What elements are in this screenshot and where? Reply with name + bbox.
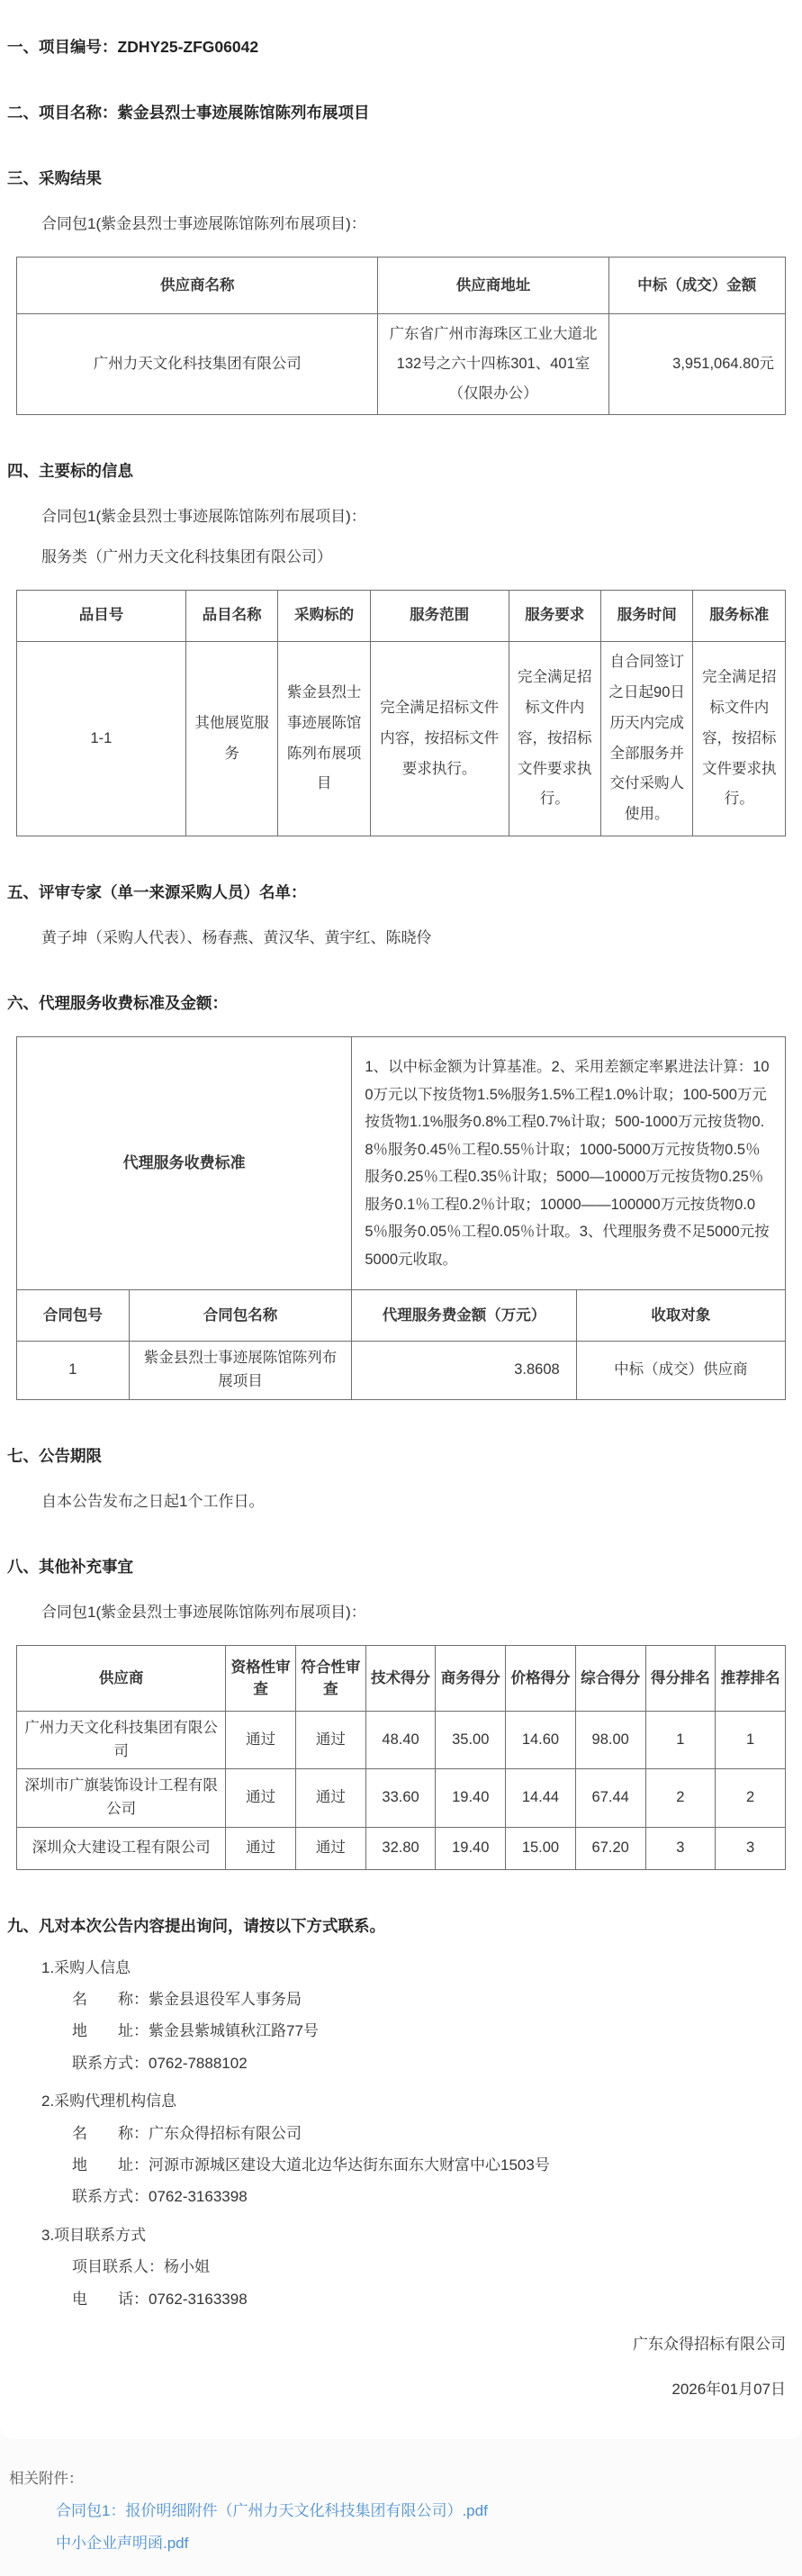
col-header-recommend-rank: 推荐排名: [716, 1646, 786, 1712]
total-score-cell: 98.00: [575, 1712, 645, 1769]
qualification-cell: 通过: [226, 1712, 296, 1769]
supplier-cell: 广州力天文化科技集团有限公司: [17, 1712, 226, 1769]
recommend-rank-cell: 3: [716, 1827, 786, 1869]
agency-fee-amount-table: [16, 1289, 786, 1399]
technical-score-cell: 33.60: [365, 1769, 436, 1827]
service-requirement-cell: 完全满足招标文件内容，按招标文件要求执行。: [509, 642, 600, 836]
technical-score-cell: 32.80: [365, 1827, 436, 1869]
col-header-package-name: 合同包名称: [129, 1290, 352, 1342]
score-table-row: [17, 1827, 786, 1869]
supplier-cell: 深圳众大建设工程有限公司: [17, 1827, 226, 1869]
col-header-item-name: 品目名称: [185, 591, 277, 642]
project-contact-person: 项目联系人：杨小姐: [72, 2258, 210, 2276]
section-procurement-result-title: 三、采购结果: [7, 169, 102, 187]
total-score-cell: 67.44: [575, 1769, 645, 1827]
result-table: [16, 257, 786, 415]
conformity-cell: 通过: [296, 1712, 366, 1769]
agency-contact: 联系方式：0762-3163398: [72, 2188, 248, 2206]
recommend-rank-cell: 2: [716, 1769, 786, 1827]
col-header-award-amount: 中标（成交）金额: [608, 258, 785, 314]
section-announcement-period-title: 七、公告期限: [7, 1446, 102, 1465]
qualification-cell: 通过: [226, 1827, 296, 1869]
subject-table-row: [17, 642, 786, 836]
signature-company: 广东众得招标有限公司: [633, 2335, 786, 2353]
section-project-name: 二、项目名称：紫金县烈士事迹展陈馆陈列布展项目: [7, 104, 370, 122]
agency-fee-row: [17, 1342, 786, 1399]
col-header-supplier: 供应商: [17, 1646, 226, 1712]
agency-heading: 2.采购代理机构信息: [41, 2092, 177, 2111]
col-header-conformity-review: 符合性审查: [296, 1646, 366, 1712]
col-header-procurement-subject: 采购标的: [278, 591, 370, 642]
score-rank-cell: 2: [645, 1769, 716, 1827]
col-header-price-score: 价格得分: [506, 1646, 576, 1712]
col-header-score-rank: 得分排名: [645, 1646, 716, 1712]
project-contact-heading: 3.项目联系方式: [41, 2226, 147, 2244]
score-table-row: [17, 1769, 786, 1827]
result-table-row: [17, 314, 786, 415]
result-package-line: 合同包1(紫金县烈士事迹展陈馆陈列布展项目)：: [41, 215, 366, 232]
package-no-cell: 1: [17, 1342, 130, 1399]
item-name-cell: 其他展览服务: [185, 642, 277, 836]
score-table-row: [17, 1712, 786, 1769]
section-main-subject-title: 四、主要标的信息: [7, 462, 133, 481]
business-score-cell: 19.40: [436, 1769, 506, 1827]
col-header-service-standard: 服务标准: [693, 591, 786, 642]
business-score-cell: 19.40: [436, 1827, 506, 1869]
award-amount-cell: 3,951,064.80元: [608, 314, 785, 415]
col-header-service-requirement: 服务要求: [509, 591, 600, 642]
supplier-name-cell: 广州力天文化科技集团有限公司: [17, 314, 378, 415]
fee-payer-cell: 中标（成交）供应商: [576, 1342, 785, 1399]
contact-purchaser-block: [16, 1959, 786, 2074]
section-agency-fee-title: 六、代理服务收费标准及金额：: [7, 994, 228, 1013]
signature-date: 2026年01月07日: [671, 2381, 786, 2399]
technical-score-cell: 48.40: [365, 1712, 436, 1769]
subject-package-line: 合同包1(紫金县烈士事迹展陈馆陈列布展项目)：: [41, 508, 366, 526]
attachments-label: 相关附件：: [9, 2470, 84, 2487]
experts-names: 黄子坤（采购人代表）、杨春燕、黄汉华、黄宇红、陈晓伶: [41, 929, 432, 947]
agency-fee-standard-table: [16, 1036, 786, 1290]
service-time-cell: 自合同签订之日起90日历天内完成全部服务并交付采购人使用。: [601, 642, 693, 836]
section-contact-title: 九、凡对本次公告内容提出询问，请按以下方式联系。: [7, 1916, 385, 1935]
col-header-supplier-address: 供应商地址: [378, 258, 608, 314]
qualification-cell: 通过: [226, 1769, 296, 1827]
project-contact-phone: 电 话：0762-3163398: [72, 2290, 248, 2308]
purchaser-heading: 1.采购人信息: [41, 1958, 131, 1976]
subject-table-header-row: [17, 591, 786, 642]
conformity-cell: 通过: [296, 1827, 366, 1869]
col-header-technical-score: 技术得分: [365, 1646, 436, 1712]
col-header-supplier-name: 供应商名称: [17, 258, 378, 314]
col-header-qualification-review: 资格性审查: [226, 1646, 296, 1712]
section-other-matters-title: 八、其他补充事宜: [7, 1557, 133, 1576]
subject-category-line: 服务类（广州力天文化科技集团有限公司）: [41, 547, 332, 565]
fee-amount-cell: 3.8608: [352, 1342, 576, 1399]
item-no-cell: 1-1: [17, 642, 186, 836]
price-score-cell: 15.00: [506, 1827, 576, 1869]
other-matters-package-line: 合同包1(紫金县烈士事迹展陈馆陈列布展项目)：: [41, 1603, 366, 1621]
recommend-rank-cell: 1: [716, 1712, 786, 1769]
score-table-header-row: [17, 1646, 786, 1712]
subject-table: [16, 590, 786, 836]
service-standard-cell: 完全满足招标文件内容，按招标文件要求执行。: [693, 642, 786, 836]
supplier-cell: 深圳市广旗装饰设计工程有限公司: [17, 1769, 226, 1827]
agency-fee-standard-row: [17, 1037, 786, 1290]
attachment-link-quotation-pdf[interactable]: 合同包1：报价明细附件（广州力天文化科技集团有限公司）.pdf: [56, 2501, 488, 2519]
score-rank-cell: 3: [645, 1827, 716, 1869]
price-score-cell: 14.60: [506, 1712, 576, 1769]
contact-agency-block: [16, 2092, 786, 2207]
purchaser-name: 名 称：紫金县退役军人事务局: [72, 1990, 302, 2008]
conformity-cell: 通过: [296, 1769, 366, 1827]
col-header-total-score: 综合得分: [575, 1646, 645, 1712]
agency-fee-standard-label: 代理服务收费标准: [17, 1037, 352, 1290]
col-header-package-no: 合同包号: [17, 1290, 130, 1342]
contact-project-block: [16, 2227, 786, 2309]
price-score-cell: 14.44: [506, 1769, 576, 1827]
col-header-service-scope: 服务范围: [370, 591, 509, 642]
total-score-cell: 67.20: [575, 1827, 645, 1869]
score-rank-cell: 1: [645, 1712, 716, 1769]
supplier-address-cell: 广东省广州市海珠区工业大道北132号之六十四栋301、401室（仅限办公）: [378, 314, 608, 415]
section-experts-title: 五、评审专家（单一来源采购人员）名单：: [7, 883, 307, 902]
procurement-subject-cell: 紫金县烈士事迹展陈馆陈列布展项目: [278, 642, 370, 836]
agency-name: 名 称：广东众得招标有限公司: [72, 2124, 302, 2142]
agency-fee-header-row: [17, 1290, 786, 1342]
package-name-cell: 紫金县烈士事迹展陈馆陈列布展项目: [129, 1342, 352, 1399]
col-header-business-score: 商务得分: [436, 1646, 506, 1712]
col-header-fee-payer: 收取对象: [576, 1290, 785, 1342]
score-table: [16, 1645, 786, 1869]
purchaser-contact: 联系方式：0762-7888102: [72, 2054, 248, 2072]
col-header-item-no: 品目号: [17, 591, 186, 642]
col-header-fee-amount: 代理服务费金额（万元）: [352, 1290, 576, 1342]
announcement-period-body: 自本公告发布之日起1个工作日。: [41, 1492, 265, 1510]
result-table-header-row: [17, 258, 786, 314]
section-project-number: 一、项目编号：ZDHY25-ZFG06042: [7, 38, 259, 56]
attachment-link-sme-declaration-pdf[interactable]: 中小企业声明函.pdf: [56, 2535, 189, 2553]
agency-address: 地 址：河源市源城区建设大道北边华达街东面东大财富中心1503号: [72, 2156, 550, 2174]
service-scope-cell: 完全满足招标文件内容，按招标文件要求执行。: [370, 642, 509, 836]
agency-fee-standard-text: 1、以中标金额为计算基准。2、采用差额定率累进法计算：100万元以下按货物1.5%服务1.5%工程1.0%计取；100-500万元按货物1.1%服务0.8%工程0.7%计取；500-1000万元按货物0.8％服务0.45％工程0.55％计取；1000-5000万元按货物0.5％服务0.25％工程0.35％计取；5000—10000万元按货物0.25％服务0.1％工程0.2％计取；10000——100000万元按货物0.05％服务0.05％工程0.05％计取。3、代理服务费不足5000元按5000元收取。: [352, 1037, 786, 1290]
attachments-section: [0, 2439, 802, 2576]
col-header-service-time: 服务时间: [601, 591, 693, 642]
business-score-cell: 35.00: [436, 1712, 506, 1769]
purchaser-address: 地 址：紫金县紫城镇秋江路77号: [72, 2022, 319, 2040]
